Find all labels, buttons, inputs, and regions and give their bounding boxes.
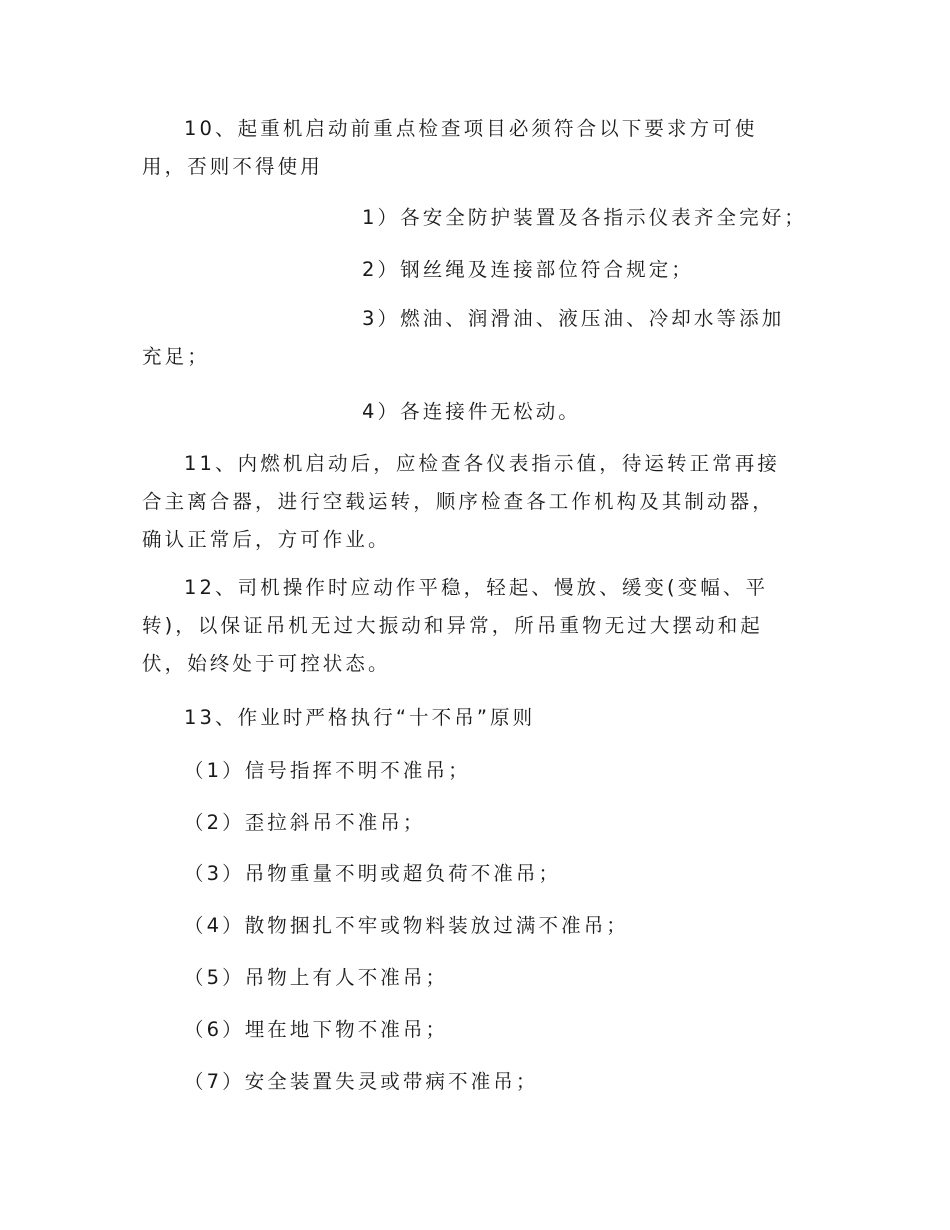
item-11-paragraph: 11、内燃机启动后，应检查各仪表指示值，待运转正常再接合主离合器，进行空载运转，顺序检查各工作机构及其制动器，确认正常后，方可作业。 xyxy=(142,452,781,551)
rule-6: （6）埋在地下物不准吊； xyxy=(184,1018,449,1041)
rule-2: （2）歪拉斜吊不准吊； xyxy=(184,811,426,834)
item-10-sub-1: 1）各安全防护装置及各指示仪表齐全完好； xyxy=(362,206,807,229)
rule-1: （1）信号指挥不明不准吊； xyxy=(184,759,471,782)
rule-3: （3）吊物重量不明或超负荷不准吊； xyxy=(184,862,562,885)
item-10-sub-4: 4）各连接件无松动。 xyxy=(362,400,581,423)
rule-7: （7）安全装置失灵或带病不准吊； xyxy=(184,1070,539,1093)
rule-5: （5）吊物上有人不准吊； xyxy=(184,966,449,989)
item-10-sub-3: 3）燃油、润滑油、液压油、冷却水等添加充足； xyxy=(142,307,785,368)
item-10-sub-2: 2）钢丝绳及连接部位符合规定； xyxy=(362,258,694,281)
rule-4: （4）散物捆扎不牢或物料装放过满不准吊； xyxy=(184,914,629,937)
item-12-paragraph: 12、司机操作时应动作平稳，轻起、慢放、缓变(变幅、平转)，以保证吊机无过大振动和异常，所吊重物无过大摆动和起伏，始终处于可控状态。 xyxy=(142,576,769,675)
item-10-title: 10、起重机启动前重点检查项目必须符合以下要求方可使用，否则不得使用 xyxy=(142,117,758,178)
item-13-title: 13、作业时严格执行“十不吊”原则 xyxy=(184,706,536,729)
